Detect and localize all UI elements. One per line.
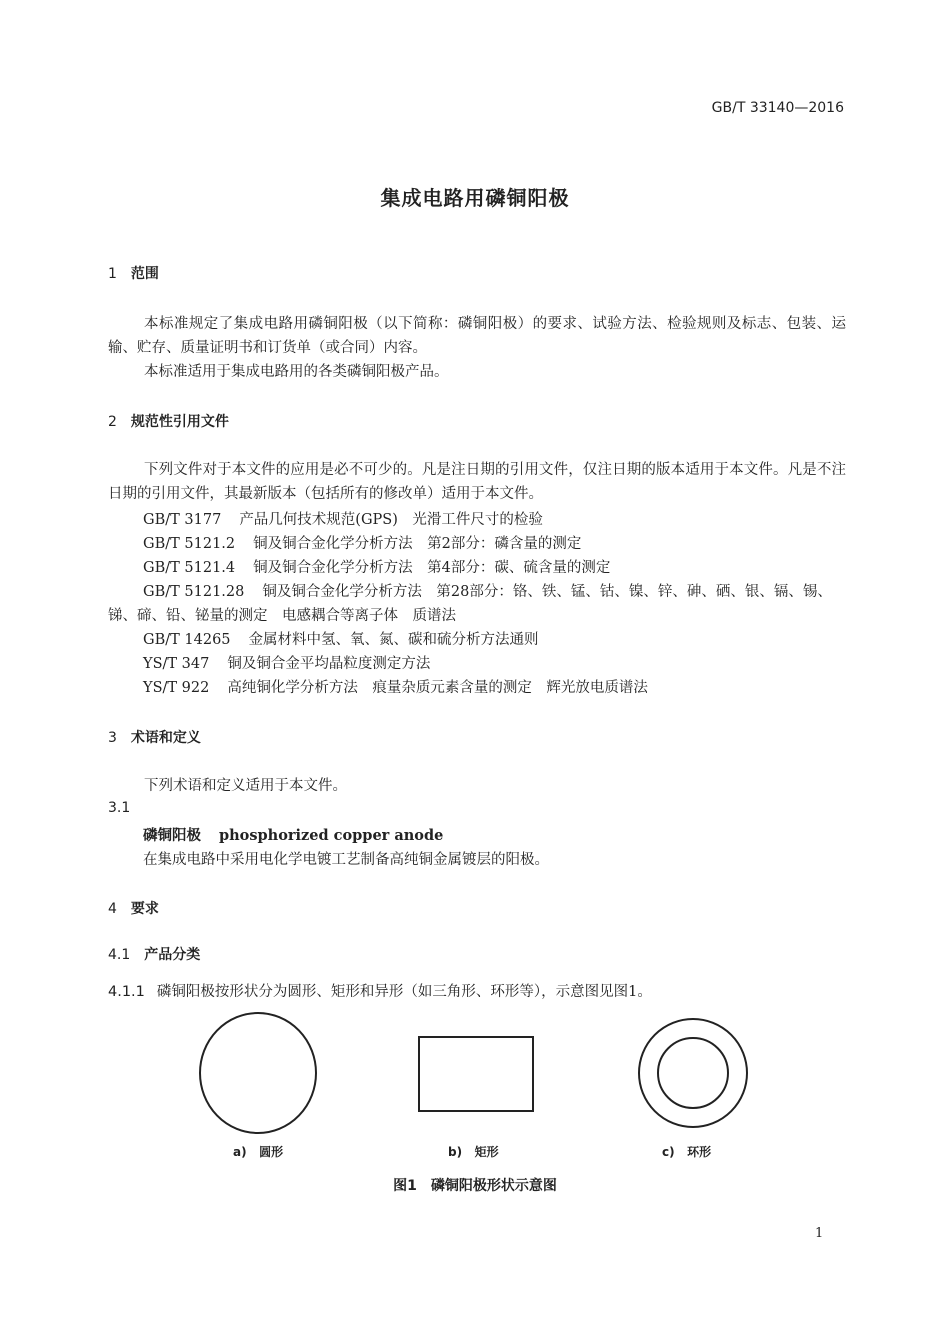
caption-text: 矩形 [474, 1145, 499, 1159]
reference-title: 高纯铜化学分析方法 痕量杂质元素含量的测定 辉光放电质谱法 [227, 680, 648, 696]
section-1-paragraph-1: 本标准规定了集成电路用磷铜阳极（以下简称：磷铜阳极）的要求、试验方法、检验规则及标志、包装、运输、贮存、质量证明书和订货单（或合同）内容。 [108, 316, 846, 356]
section-title: 术语和定义 [130, 730, 201, 746]
section-4-heading [108, 898, 159, 918]
term-definition: 在集成电路中采用电化学电镀工艺制备高纯铜金属镀层的阳极。 [143, 852, 549, 868]
section-number: 3 [108, 730, 117, 746]
clause-number: 4.1.1 [108, 984, 145, 1000]
figure-title: 图1 磷铜阳极形状示意图 [393, 1178, 557, 1194]
reference-item [143, 580, 832, 601]
rectangle-shape [419, 1037, 533, 1111]
section-2-heading [108, 411, 229, 431]
standard-number: GB/T 33140—2016 [711, 100, 844, 116]
subsection-number: 4.1 [108, 947, 131, 963]
reference-code: GB/T 5121.28 [143, 584, 245, 600]
reference-code: GB/T 5121.4 [143, 560, 236, 576]
clause-text: 磷铜阳极按形状分为圆形、矩形和异形（如三角形、环形等），示意图见图1。 [156, 984, 652, 1000]
caption-label: b) [448, 1145, 463, 1159]
reference-code: GB/T 3177 [143, 512, 222, 528]
reference-code: YS/T 922 [143, 680, 210, 696]
term-entry [143, 824, 443, 845]
reference-title: 铜及铜合金化学分析方法 第4部分：碳、硫含量的测定 [253, 560, 611, 576]
clause-4-1-1 [108, 980, 652, 1001]
section-3-paragraph-1: 下列术语和定义适用于本文件。 [144, 778, 347, 794]
section-title: 范围 [130, 266, 159, 282]
clause-number: 3.1 [108, 800, 131, 816]
ring-outer-shape [639, 1019, 747, 1127]
section-3-heading [108, 727, 201, 747]
section-1-heading [108, 263, 159, 283]
reference-code: GB/T 14265 [143, 632, 231, 648]
section-title: 规范性引用文件 [130, 414, 229, 430]
reference-item [143, 556, 610, 577]
figure-caption-c [662, 1143, 711, 1160]
reference-item [143, 532, 581, 553]
reference-item [143, 508, 543, 529]
reference-title: 铜及铜合金化学分析方法 第28部分：铬、铁、锰、钴、镍、锌、砷、硒、银、镉、锡、 [262, 584, 832, 600]
caption-label: a) [233, 1145, 247, 1159]
section-number: 2 [108, 414, 117, 430]
reference-item [143, 676, 648, 697]
document-title: 集成电路用磷铜阳极 [380, 186, 570, 210]
section-2-paragraph-1: 下列文件对于本文件的应用是必不可少的。凡是注日期的引用文件，仅注日期的版本适用于本文件。凡是不注日期的引用文件，其最新版本（包括所有的修改单）适用于本文件。 [108, 462, 846, 502]
reference-item [143, 628, 539, 649]
figure-shapes [180, 1010, 780, 1140]
page-number: 1 [815, 1226, 824, 1241]
section-title: 要求 [130, 901, 159, 917]
reference-title: 产品几何技术规范(GPS) 光滑工件尺寸的检验 [239, 512, 543, 528]
subsection-4-1-heading [108, 944, 200, 964]
term-english: phosphorized copper anode [219, 827, 444, 844]
reference-title: 铜及铜合金平均晶粒度测定方法 [227, 656, 431, 672]
section-number: 4 [108, 901, 117, 917]
reference-code: GB/T 5121.2 [143, 536, 236, 552]
reference-item [143, 652, 430, 673]
section-1-paragraph-2: 本标准适用于集成电路用的各类磷铜阳极产品。 [144, 364, 449, 380]
caption-label: c) [662, 1145, 675, 1159]
figure-caption-a [233, 1143, 283, 1160]
subsection-title: 产品分类 [144, 947, 201, 963]
ring-inner-shape [658, 1038, 728, 1108]
section-number: 1 [108, 266, 117, 282]
reference-code: YS/T 347 [143, 656, 210, 672]
term-chinese: 磷铜阳极 [143, 828, 201, 844]
circle-shape [200, 1013, 316, 1133]
reference-title: 金属材料中氢、氧、氮、碳和硫分析方法通则 [248, 632, 539, 648]
caption-text: 环形 [687, 1145, 712, 1159]
reference-title: 铜及铜合金化学分析方法 第2部分：磷含量的测定 [253, 536, 582, 552]
caption-text: 圆形 [259, 1145, 284, 1159]
figure-caption-b [448, 1143, 499, 1160]
reference-item-continuation: 锑、碲、铅、铋量的测定 电感耦合等离子体 质谱法 [108, 608, 456, 624]
